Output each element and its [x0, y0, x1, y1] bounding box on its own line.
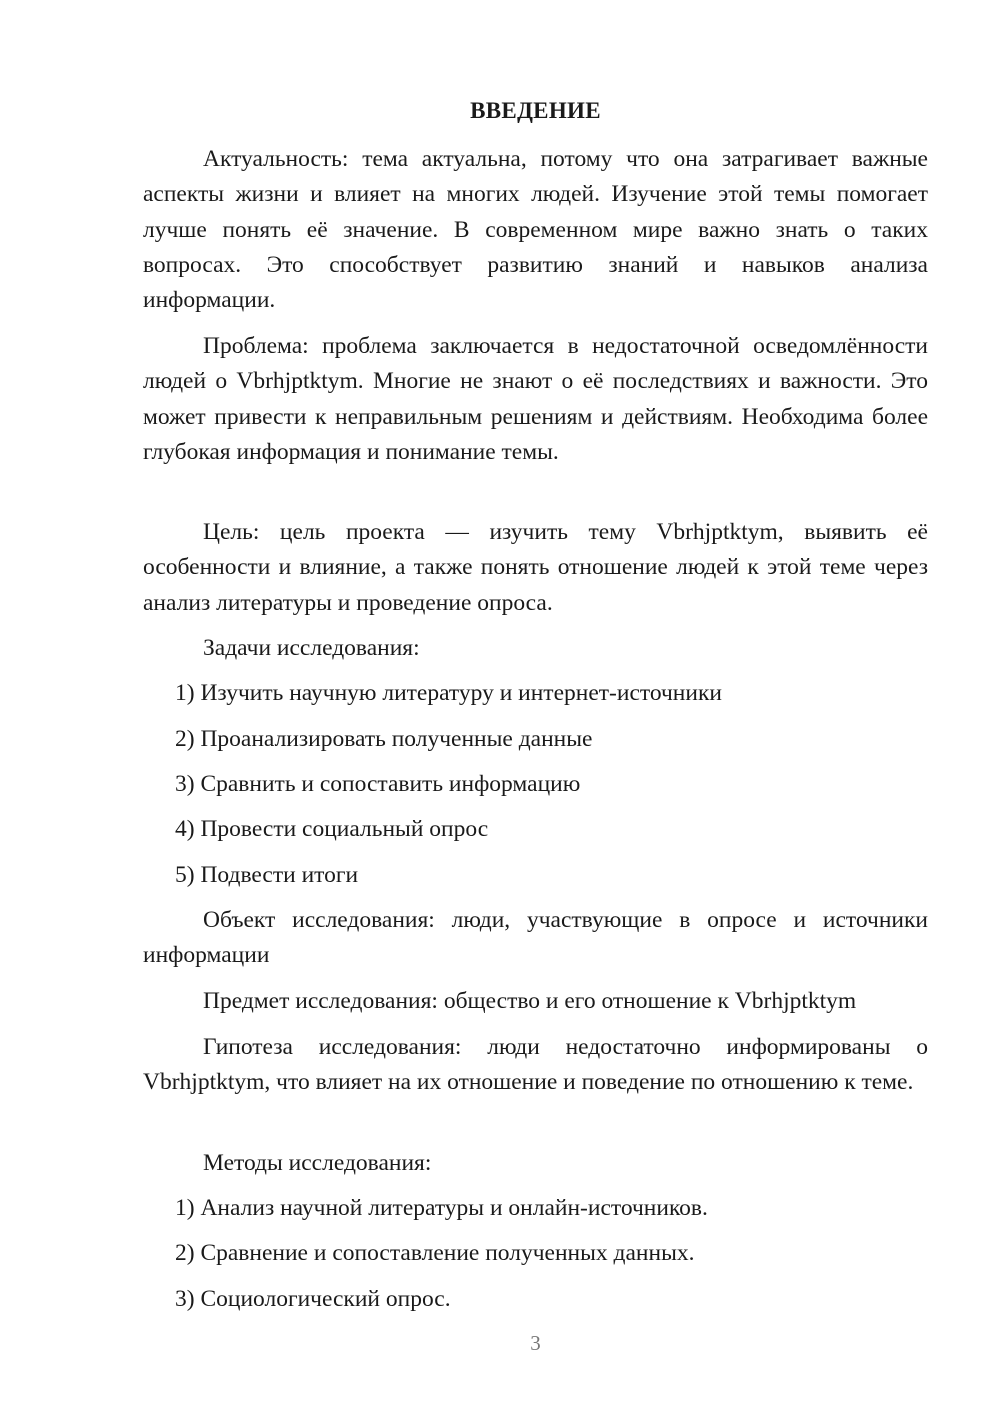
- task-item: 3) Сравнить и сопоставить информацию: [175, 771, 581, 797]
- page-number: 3: [530, 1331, 541, 1355]
- task-item: 2) Проанализировать полученные данные: [175, 726, 593, 752]
- task-item: 1) Изучить научную литературу и интернет-источники: [175, 680, 722, 706]
- goal-paragraph: Цель: цель проекта — изучить тему Vbrhjptktym, выявить её особенности и влияние, а также понять отношение людей к этой теме через анализ литературы и проведение опроса.: [143, 519, 928, 616]
- relevance-paragraph: Актуальность: тема актуальна, потому что она затрагивает важные аспекты жизни и влияет на многих людей. Изучение этой темы помогает лучше понять её значение. В современном мире важно знать о таких вопросах. Это способствует развитию знаний и навыков анализа информации.: [143, 146, 928, 314]
- hypothesis-paragraph: Гипотеза исследования: люди недостаточно информированы о Vbrhjptktym, что влияет на их отношение и поведение по отношению к теме.: [143, 1034, 928, 1096]
- task-item: 5) Подвести итоги: [175, 862, 359, 888]
- document-page: [143, 0, 928, 1414]
- method-item: 1) Анализ научной литературы и онлайн-источников.: [175, 1195, 708, 1221]
- subject-paragraph: Предмет исследования: общество и его отношение к Vbrhjptktym: [203, 988, 857, 1014]
- tasks-label: Задачи исследования:: [203, 635, 420, 661]
- method-item: 2) Сравнение и сопоставление полученных данных.: [175, 1240, 695, 1266]
- object-paragraph: Объект исследования: люди, участвующие в опросе и источники информации: [143, 907, 928, 969]
- problem-paragraph: Проблема: проблема заключается в недостаточной осведомлённости людей о Vbrhjptktym. Многие не знают о её последствиях и важности. Это может привести к неправильным решениям и действиям. Необходима более глубокая информация и понимание темы.: [143, 333, 928, 465]
- methods-label: Методы исследования:: [203, 1150, 432, 1176]
- method-item: 3) Социологический опрос.: [175, 1286, 451, 1312]
- task-item: 4) Провести социальный опрос: [175, 816, 489, 842]
- page-title: ВВЕДЕНИЕ: [470, 98, 601, 123]
